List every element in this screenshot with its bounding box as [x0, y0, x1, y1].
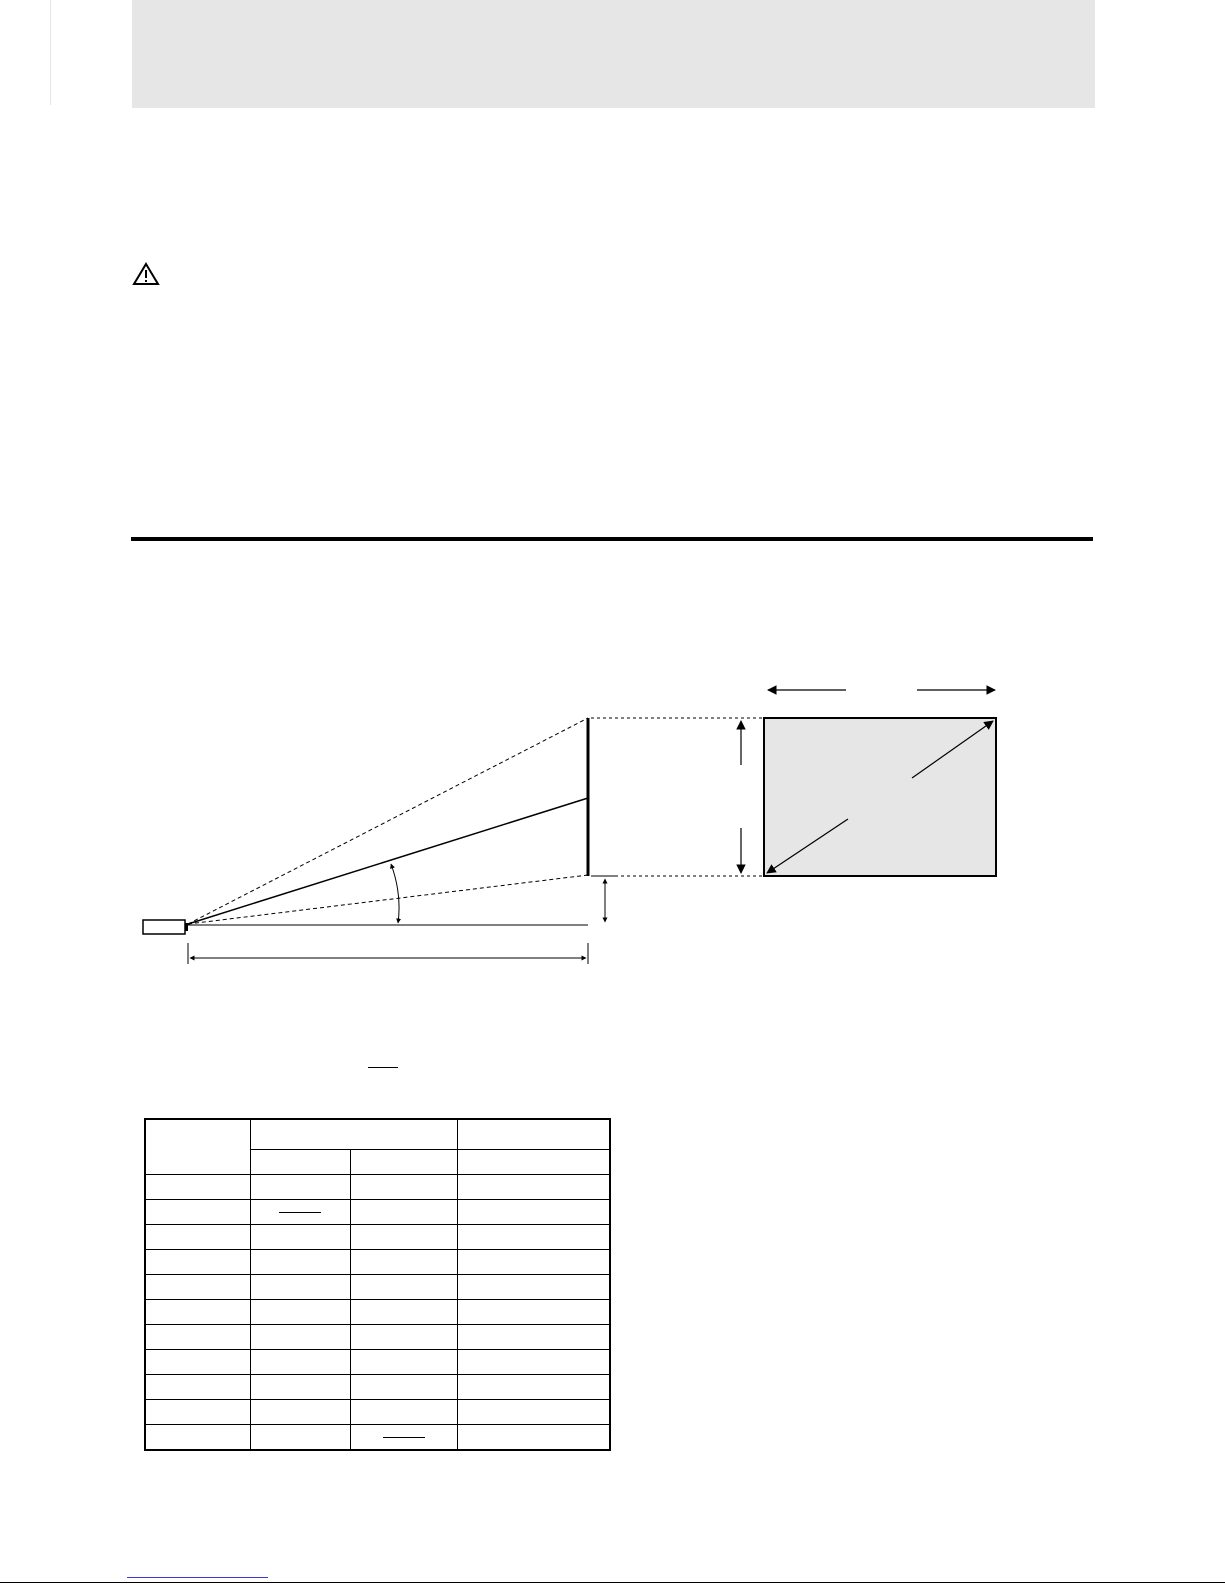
- table-header-cell: [145, 1119, 250, 1175]
- formula-fraction-bar: [368, 1067, 398, 1068]
- table-row: [145, 1275, 610, 1300]
- not-applicable-dash: [383, 1437, 425, 1438]
- table-header-row: [145, 1119, 610, 1150]
- table-header-cell: [350, 1150, 457, 1175]
- projection-ray-bottom: [188, 875, 588, 924]
- table-header-cell: [250, 1119, 457, 1150]
- table-header-cell: [250, 1150, 350, 1175]
- table-row: [145, 1425, 610, 1451]
- projection-ray-top: [188, 718, 588, 924]
- spec-table: [144, 1118, 611, 1451]
- footer-rule: [0, 1582, 1225, 1583]
- projector-icon: [143, 920, 188, 934]
- table-row: [145, 1350, 610, 1375]
- footer-link-underline[interactable]: [127, 1577, 268, 1578]
- table-row: [145, 1250, 610, 1275]
- table-row: [145, 1325, 610, 1350]
- table-header-cell: [457, 1119, 610, 1150]
- table-row: [145, 1300, 610, 1325]
- table-row: [145, 1225, 610, 1250]
- angle-arrow-icon: [391, 864, 399, 923]
- table-row: [145, 1200, 610, 1225]
- table-row: [145, 1375, 610, 1400]
- table-header-cell: [457, 1150, 610, 1175]
- table-row: [145, 1400, 610, 1425]
- table-row: [145, 1175, 610, 1200]
- not-applicable-dash: [279, 1212, 321, 1213]
- projection-center-line: [188, 798, 588, 924]
